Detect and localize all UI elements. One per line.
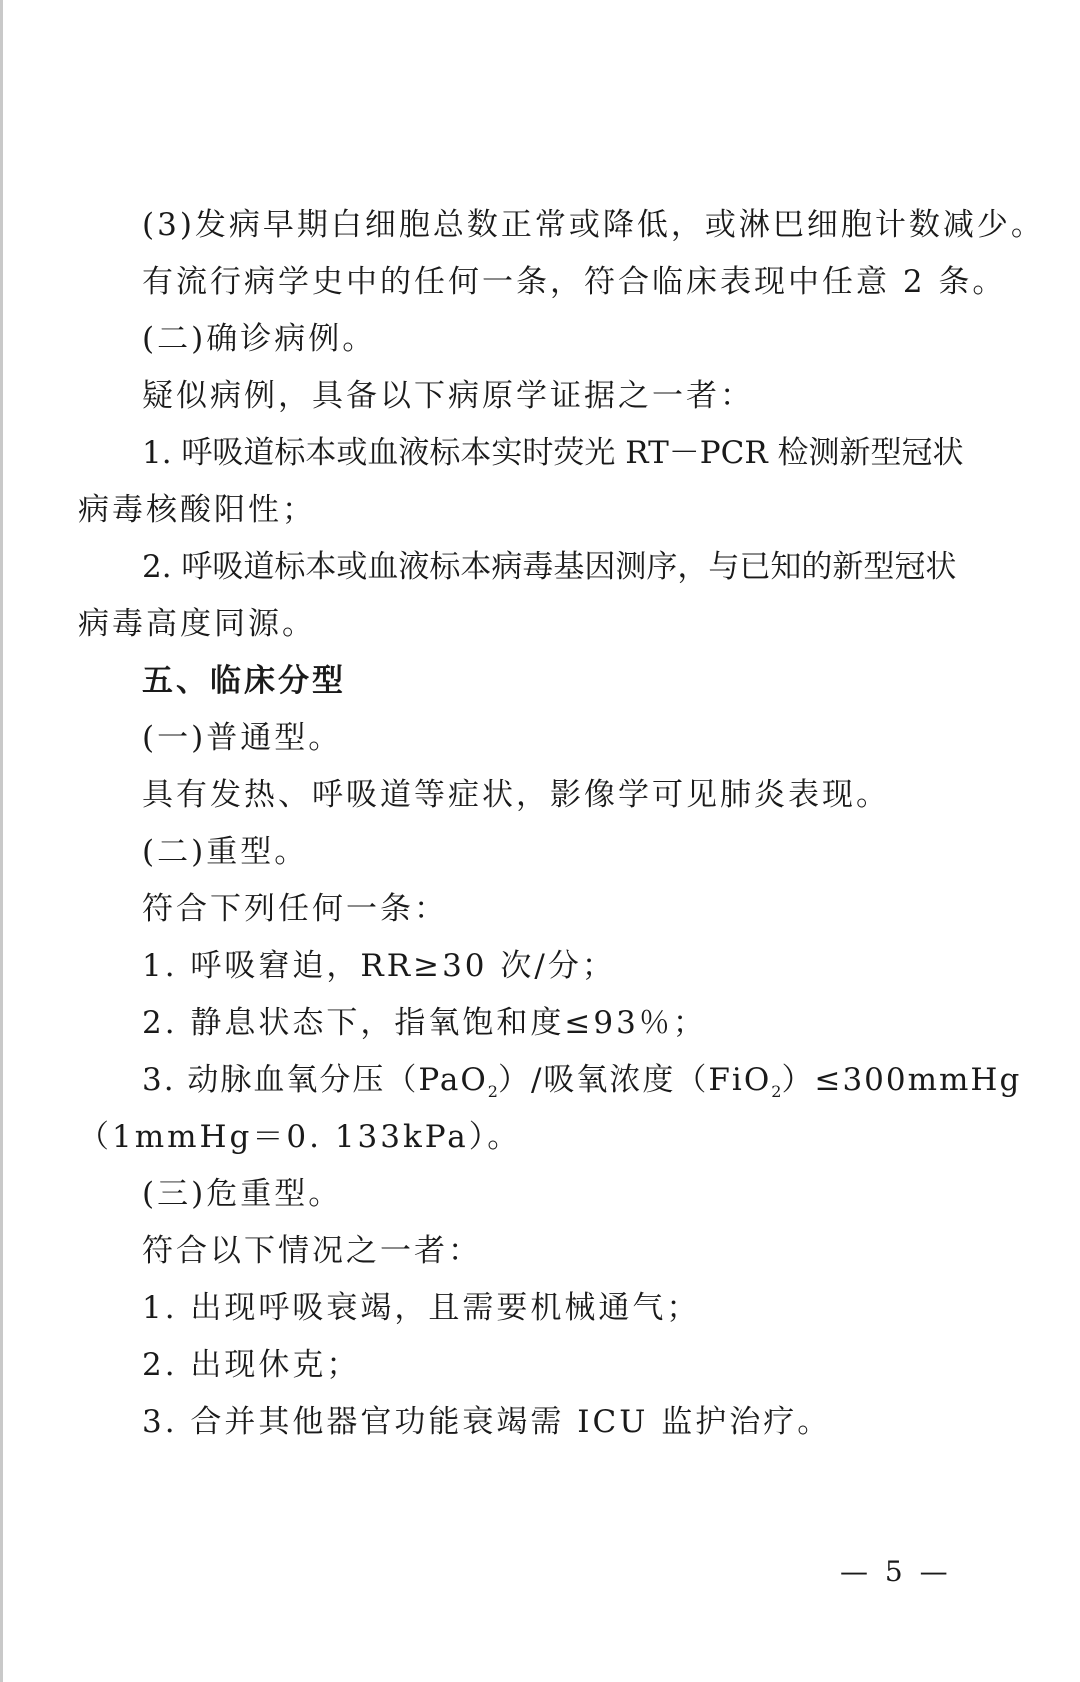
section-subheading: (二)重型。 <box>142 834 309 870</box>
list-item-continuation: 病毒核酸阳性； <box>78 492 316 528</box>
list-item <box>142 1060 1080 1112</box>
page-number: — 5 — <box>840 1555 952 1588</box>
list-item-text: 3. 动脉血氧分压（PaO <box>142 1062 488 1098</box>
section-subheading: (二)确诊病例。 <box>142 321 377 357</box>
paragraph-line: 符合下列任何一条： <box>142 891 448 927</box>
list-item: 3. 合并其他器官功能衰竭需 ICU 监护治疗。 <box>142 1404 832 1440</box>
paragraph-line: 符合以下情况之一者： <box>142 1233 482 1269</box>
list-item-continuation: 病毒高度同源。 <box>78 606 316 642</box>
list-item: 1. 呼吸窘迫，RR≥30 次/分； <box>142 948 616 984</box>
paragraph-line: (3)发病早期白细胞总数正常或降低，或淋巴细胞计数减少。 <box>142 207 1045 243</box>
list-item: 2. 静息状态下，指氧饱和度≤93％； <box>142 1005 707 1041</box>
list-item: 2. 出现休克； <box>142 1347 361 1383</box>
section-subheading: (一)普通型。 <box>142 720 343 756</box>
section-subheading: (三)危重型。 <box>142 1176 343 1212</box>
list-item: 1. 呼吸道标本或血液标本实时荧光 RT－PCR 检测新型冠状 <box>142 435 964 471</box>
subscript: 2 <box>487 1082 498 1102</box>
list-item-text: ）/吸氧浓度（FiO <box>497 1062 772 1098</box>
list-item: 2. 呼吸道标本或血液标本病毒基因测序，与已知的新型冠状 <box>142 549 957 585</box>
paragraph-line: 有流行病学史中的任何一条，符合临床表现中任意 2 条。 <box>142 264 1007 300</box>
paragraph-line: 疑似病例，具备以下病原学证据之一者： <box>142 378 754 414</box>
paragraph-line: 具有发热、呼吸道等症状，影像学可见肺炎表现。 <box>142 777 890 813</box>
list-item: 1. 出现呼吸衰竭，且需要机械通气； <box>142 1290 701 1326</box>
list-item-text: ）≤300mmHg <box>781 1062 1022 1098</box>
list-item-continuation: （1mmHg＝0. 133kPa）。 <box>78 1119 522 1155</box>
subscript: 2 <box>771 1082 782 1102</box>
page-edge <box>0 0 3 1682</box>
section-heading: 五、临床分型 <box>142 663 346 699</box>
